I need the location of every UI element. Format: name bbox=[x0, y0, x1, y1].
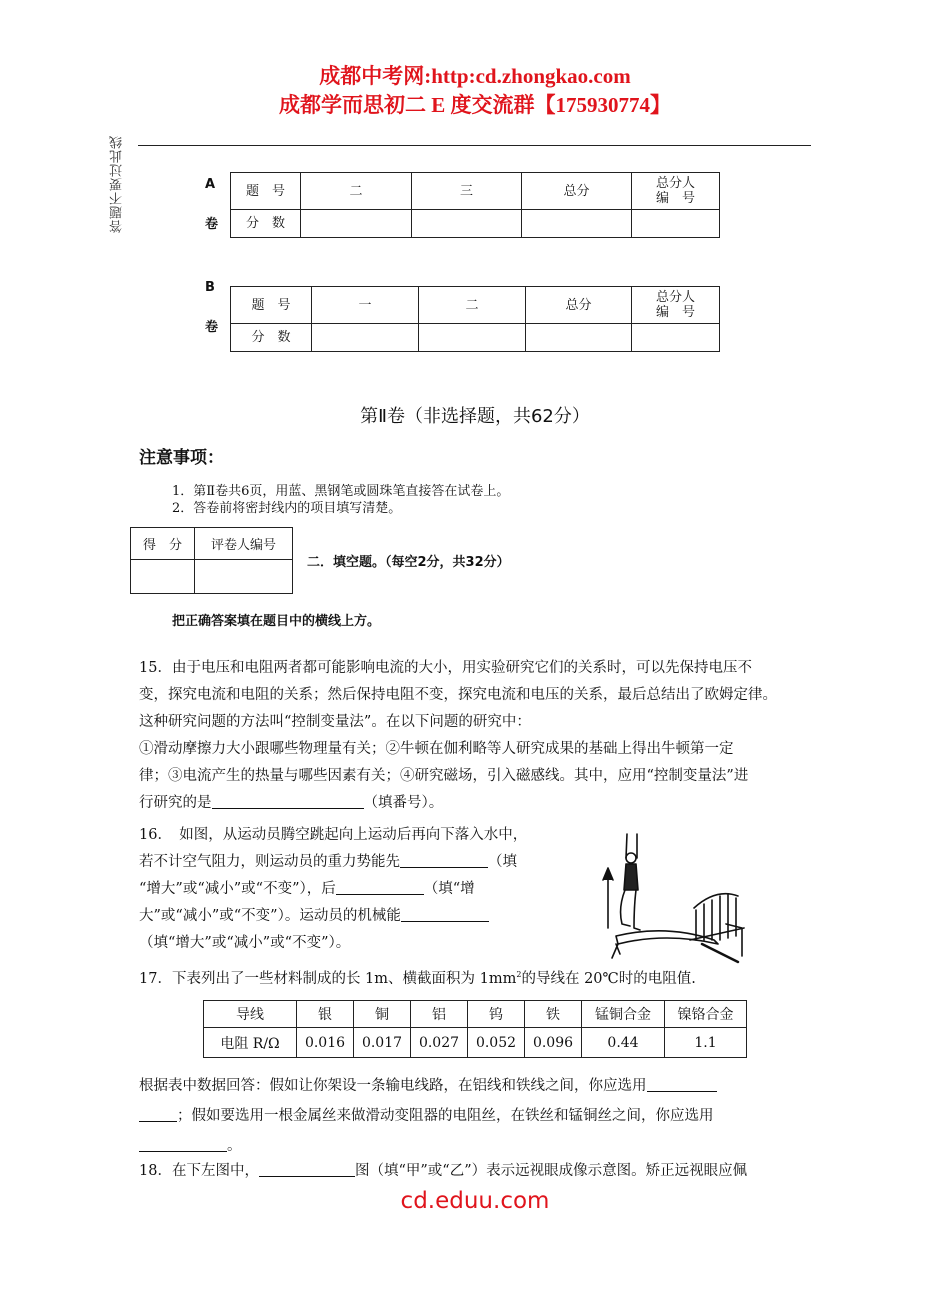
table-cell: 0.027 bbox=[411, 1028, 468, 1058]
q16-line: 16． 如图，从运动员腾空跳起向上运动后再向下落入水中， bbox=[139, 827, 528, 843]
table-header-cell: 镍铬合金 bbox=[665, 1001, 747, 1028]
note-item: 2．答卷前将密封线内的项目填写清楚。 bbox=[172, 501, 402, 516]
table-header-cell: 导线 bbox=[204, 1001, 297, 1028]
score-table-b bbox=[230, 286, 720, 352]
paper-a-label: A bbox=[205, 177, 216, 192]
question-17-answers bbox=[139, 1071, 717, 1161]
q16-line: （填“增 bbox=[423, 881, 475, 897]
margin-seal-text: 答题不要过此线 bbox=[110, 135, 125, 233]
paper-a-suffix: 卷 bbox=[205, 217, 219, 232]
grader-id-input[interactable] bbox=[195, 560, 293, 594]
question-18 bbox=[139, 1158, 747, 1185]
q16-line: （填“增大”或“减小”或“不变”）。 bbox=[139, 935, 351, 951]
q18-prefix: 18．在下左图中， bbox=[139, 1163, 259, 1179]
grader-score-label: 得 分 bbox=[131, 528, 195, 560]
score-table-a bbox=[230, 172, 720, 238]
table-header-cell: 铜 bbox=[354, 1001, 411, 1028]
q15-line: 律；③电流产生的热量与哪些因素有关；④研究磁场，引入磁感线。其中，应用“控制变量法”进 bbox=[139, 768, 749, 784]
answer-blank[interactable] bbox=[400, 853, 488, 869]
section-instruction: 把正确答案填在题目中的横线上方。 bbox=[172, 614, 381, 629]
q16-line: 大”或“减小”或“不变”）。运动员的机械能 bbox=[139, 908, 401, 924]
diver-illustration bbox=[596, 828, 746, 968]
score-input[interactable] bbox=[412, 210, 522, 238]
grader-box bbox=[130, 527, 293, 594]
score-input[interactable] bbox=[419, 324, 526, 352]
cell-scorer-id: 总分人 编 号 bbox=[632, 173, 720, 210]
q17-intro-end: 的导线在 20℃时的电阻值. bbox=[521, 970, 696, 987]
cell-total: 总分 bbox=[522, 173, 632, 210]
q16-line: 若不计空气阻力，则运动员的重力势能先 bbox=[139, 854, 400, 870]
cell-total: 总分 bbox=[526, 287, 632, 324]
section-title: 二．填空题。（每空2分，共32分） bbox=[307, 555, 510, 570]
grader-score-input[interactable] bbox=[131, 560, 195, 594]
paper-b-suffix: 卷 bbox=[205, 320, 219, 335]
cell-question-no: 题 号 bbox=[231, 173, 301, 210]
answer-blank[interactable] bbox=[259, 1162, 355, 1178]
answer-blank[interactable] bbox=[336, 880, 424, 896]
cell-scorer-id: 总分人 编 号 bbox=[632, 287, 720, 324]
cell-section: 一 bbox=[312, 287, 419, 324]
footer-site: cd.eduu.com bbox=[400, 1188, 550, 1214]
part-title: 第Ⅱ卷（非选择题，共62分） bbox=[360, 406, 590, 427]
question-15 bbox=[139, 655, 777, 817]
answer-blank[interactable] bbox=[647, 1077, 717, 1093]
table-header-cell: 银 bbox=[297, 1001, 354, 1028]
answer-blank[interactable] bbox=[139, 1107, 177, 1123]
q17-answer-line: ；假如要选用一根金属丝来做滑动变阻器的电阻丝，在铁丝和锰铜丝之间，你应选用 bbox=[177, 1108, 714, 1124]
answer-blank[interactable] bbox=[212, 794, 364, 810]
seal-line bbox=[138, 145, 811, 146]
score-input[interactable] bbox=[301, 210, 412, 238]
header-site-line: 成都中考网:http:cd.zhongkao.com bbox=[319, 64, 631, 88]
q15-line: 15．由于电压和电阻两者都可能影响电流的大小，用实验研究它们的关系时，可以先保持电压不 bbox=[139, 660, 752, 676]
score-input[interactable] bbox=[522, 210, 632, 238]
q18-suffix: 图（填“甲”或“乙”）表示远视眼成像示意图。矫正远视眼应佩 bbox=[354, 1163, 748, 1179]
cell-question-no: 题 号 bbox=[231, 287, 312, 324]
table-cell: 电阻 R/Ω bbox=[204, 1028, 297, 1058]
score-input[interactable] bbox=[632, 210, 720, 238]
cell-score-label: 分 数 bbox=[231, 324, 312, 352]
score-input[interactable] bbox=[632, 324, 720, 352]
q15-line: 变，探究电流和电阻的关系；然后保持电阻不变，探究电流和电压的关系，最后总结出了欧姆定律。 bbox=[139, 687, 777, 703]
question-16 bbox=[139, 822, 527, 957]
grader-id-label: 评卷人编号 bbox=[195, 528, 293, 560]
cell-section: 三 bbox=[412, 173, 522, 210]
q15-line: 这种研究问题的方法叫“控制变量法”。在以下问题的研究中： bbox=[139, 714, 531, 730]
answer-blank[interactable] bbox=[401, 907, 489, 923]
score-input[interactable] bbox=[312, 324, 419, 352]
q15-line: （填番号）。 bbox=[363, 795, 444, 811]
paper-b-label: B bbox=[205, 280, 215, 295]
q17-answer-line: 。 bbox=[227, 1138, 242, 1154]
table-cell: 0.096 bbox=[525, 1028, 582, 1058]
notes-heading: 注意事项： bbox=[139, 448, 224, 468]
resistance-table bbox=[203, 1000, 747, 1058]
cell-score-label: 分 数 bbox=[231, 210, 301, 238]
table-cell: 0.016 bbox=[297, 1028, 354, 1058]
q16-line: “增大”或“减小”或“不变”），后 bbox=[139, 881, 336, 897]
question-17-intro bbox=[139, 961, 696, 993]
header-group-line: 成都学而思初二 E 度交流群【175930774】 bbox=[278, 93, 671, 117]
answer-blank[interactable] bbox=[139, 1137, 227, 1153]
table-header-cell: 铁 bbox=[525, 1001, 582, 1028]
q15-line: ①滑动摩擦力大小跟哪些物理量有关；②牛顿在伽利略等人研究成果的基础上得出牛顿第一定 bbox=[139, 741, 734, 757]
q17-superscript: 2 bbox=[516, 970, 522, 979]
table-cell: 0.052 bbox=[468, 1028, 525, 1058]
table-header-cell: 锰铜合金 bbox=[582, 1001, 665, 1028]
cell-section: 二 bbox=[301, 173, 412, 210]
q15-line: 行研究的是 bbox=[139, 795, 212, 811]
score-input[interactable] bbox=[526, 324, 632, 352]
cell-section: 二 bbox=[419, 287, 526, 324]
table-header-cell: 铝 bbox=[411, 1001, 468, 1028]
table-header-cell: 钨 bbox=[468, 1001, 525, 1028]
q17-answer-line: 根据表中数据回答：假如让你架设一条输电线路，在铝线和铁线之间，你应选用 bbox=[139, 1078, 647, 1094]
note-item: 1．第Ⅱ卷共6页，用蓝、黑钢笔或圆珠笔直接答在试卷上。 bbox=[172, 484, 510, 499]
table-cell: 0.44 bbox=[582, 1028, 665, 1058]
q17-intro: 17．下表列出了一些材料制成的长 1m、横截面积为 1mm bbox=[139, 970, 517, 987]
table-cell: 1.1 bbox=[665, 1028, 747, 1058]
table-cell: 0.017 bbox=[354, 1028, 411, 1058]
q16-line: （填 bbox=[488, 854, 517, 870]
